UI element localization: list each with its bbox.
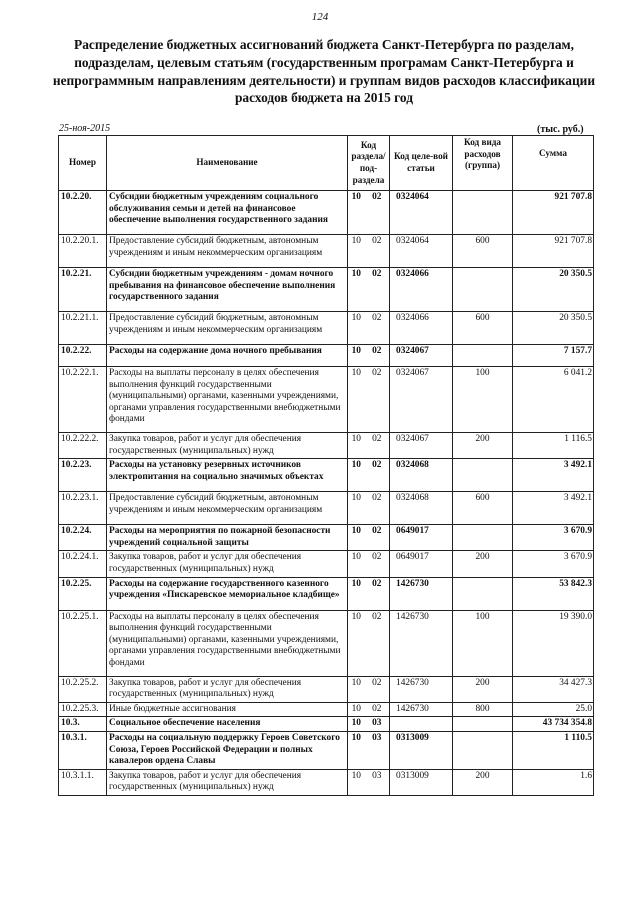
col-header-section: Код раздела/ под-раздела	[348, 136, 390, 191]
row-name: Расходы на выплаты персоналу в целях обеспечения выполнения функций государственными (муниципальными) органами, казенными учреждениями, органами управления государственными внебюджетными фондами	[107, 367, 348, 433]
row-sum: 6 041.2	[513, 367, 594, 433]
row-subsection-code: 02	[365, 312, 390, 345]
row-sum: 1 116.5	[513, 433, 594, 459]
row-name: Расходы на выплаты персоналу в целях обеспечения выполнения функций государственными (муниципальными) органами, казенными учреждениями, органами управления государственными внебюджетными фондами	[107, 610, 348, 676]
row-section-code: 10	[348, 191, 365, 235]
row-sum: 921 707.8	[513, 191, 594, 235]
row-number: 10.2.22.1.	[59, 367, 107, 433]
table-row	[59, 577, 594, 610]
row-sum: 20 350.5	[513, 312, 594, 345]
row-subsection-code: 02	[365, 235, 390, 268]
table-row	[59, 731, 594, 769]
row-subsection-code: 02	[365, 610, 390, 676]
row-article-code: 1426730	[390, 577, 453, 610]
row-article-code: 0324066	[390, 268, 453, 312]
row-subsection-code: 02	[365, 433, 390, 459]
row-sum: 43 734 354.8	[513, 717, 594, 732]
row-number: 10.2.23.1.	[59, 492, 107, 525]
row-sum: 34 427.3	[513, 676, 594, 702]
row-name: Предоставление субсидий бюджетным, автономным учреждениям и иным некоммерческим организациям	[107, 492, 348, 525]
row-article-code: 1426730	[390, 676, 453, 702]
row-group-code: 600	[453, 492, 513, 525]
row-section-code: 10	[348, 235, 365, 268]
row-section-code: 10	[348, 268, 365, 312]
col-header-sum: Сумма	[513, 136, 594, 191]
col-header-article: Код целе-вой статьи	[390, 136, 453, 191]
row-sum: 7 157.7	[513, 345, 594, 367]
col-header-name: Наименование	[107, 136, 348, 191]
row-group-code: 600	[453, 312, 513, 345]
row-article-code: 0313009	[390, 731, 453, 769]
row-name: Иные бюджетные ассигнования	[107, 702, 348, 717]
row-number: 10.2.22.	[59, 345, 107, 367]
row-group-code	[453, 191, 513, 235]
document-title: Распределение бюджетных ассигнований бюджета Санкт-Петербурга по разделам, подразделам, целевым статьям (государственным програмам Санкт-Петербурга и непрограммным направлениям деятельности) и группам видов расходов классификации расходов бюджета на 2015 год	[52, 37, 596, 106]
row-group-code	[453, 345, 513, 367]
row-section-code: 10	[348, 367, 365, 433]
table-header-row	[59, 136, 594, 191]
table-row	[59, 268, 594, 312]
row-subsection-code: 03	[365, 717, 390, 732]
row-group-code: 200	[453, 769, 513, 795]
row-subsection-code: 02	[365, 551, 390, 577]
row-section-code: 10	[348, 769, 365, 795]
row-sum: 921 707.8	[513, 235, 594, 268]
row-group-code: 200	[453, 433, 513, 459]
table-row	[59, 610, 594, 676]
row-number: 10.2.20.	[59, 191, 107, 235]
row-subsection-code: 02	[365, 492, 390, 525]
row-number: 10.2.20.1.	[59, 235, 107, 268]
row-sum: 25.0	[513, 702, 594, 717]
row-number: 10.2.23.	[59, 459, 107, 492]
row-section-code: 10	[348, 717, 365, 732]
row-sum: 3 670.9	[513, 551, 594, 577]
row-subsection-code: 02	[365, 191, 390, 235]
row-group-code: 100	[453, 367, 513, 433]
row-subsection-code: 02	[365, 459, 390, 492]
row-name: Расходы на социальную поддержку Героев Советского Союза, Героев Российской Федерации и полных кавалеров ордена Славы	[107, 731, 348, 769]
units-label: (тыс. руб.)	[537, 124, 584, 135]
row-section-code: 10	[348, 525, 365, 551]
row-article-code: 0324066	[390, 312, 453, 345]
row-group-code: 600	[453, 235, 513, 268]
row-subsection-code: 02	[365, 367, 390, 433]
table-row	[59, 769, 594, 795]
table-row	[59, 492, 594, 525]
row-name: Социальное обеспечение населения	[107, 717, 348, 732]
row-section-code: 10	[348, 551, 365, 577]
row-number: 10.2.22.2.	[59, 433, 107, 459]
row-sum: 1 110.5	[513, 731, 594, 769]
row-number: 10.2.25.	[59, 577, 107, 610]
row-article-code: 0324068	[390, 492, 453, 525]
row-article-code: 0324067	[390, 367, 453, 433]
row-number: 10.2.25.3.	[59, 702, 107, 717]
row-article-code: 0649017	[390, 551, 453, 577]
row-number: 10.2.21.	[59, 268, 107, 312]
row-group-code	[453, 525, 513, 551]
row-number: 10.3.1.	[59, 731, 107, 769]
row-article-code	[390, 717, 453, 732]
row-name: Закупка товаров, работ и услуг для обеспечения государственных (муниципальных) нужд	[107, 433, 348, 459]
row-sum: 3 670.9	[513, 525, 594, 551]
row-article-code: 0313009	[390, 769, 453, 795]
row-name: Закупка товаров, работ и услуг для обеспечения государственных (муниципальных) нужд	[107, 769, 348, 795]
row-section-code: 10	[348, 610, 365, 676]
row-name: Предоставление субсидий бюджетным, автономным учреждениям и иным некоммерческим организациям	[107, 312, 348, 345]
col-header-group: Код вида расходов (группа)	[453, 136, 513, 191]
row-sum: 3 492.1	[513, 492, 594, 525]
row-subsection-code: 02	[365, 676, 390, 702]
table-row	[59, 433, 594, 459]
row-article-code: 0649017	[390, 525, 453, 551]
table-row	[59, 345, 594, 367]
row-section-code: 10	[348, 577, 365, 610]
row-number: 10.2.25.1.	[59, 610, 107, 676]
row-name: Расходы на установку резервных источников электропитания на социально значимых объектах	[107, 459, 348, 492]
row-article-code: 0324067	[390, 433, 453, 459]
row-number: 10.3.	[59, 717, 107, 732]
row-group-code: 800	[453, 702, 513, 717]
table-row	[59, 702, 594, 717]
row-section-code: 10	[348, 345, 365, 367]
row-name: Расходы на мероприятия по пожарной безопасности учреждений социальной защиты	[107, 525, 348, 551]
row-sum: 1.6	[513, 769, 594, 795]
row-article-code: 1426730	[390, 610, 453, 676]
row-group-code	[453, 268, 513, 312]
row-section-code: 10	[348, 492, 365, 525]
row-number: 10.2.21.1.	[59, 312, 107, 345]
row-group-code	[453, 717, 513, 732]
budget-table	[58, 135, 594, 796]
row-article-code: 1426730	[390, 702, 453, 717]
row-number: 10.2.24.1.	[59, 551, 107, 577]
row-section-code: 10	[348, 676, 365, 702]
row-group-code: 200	[453, 676, 513, 702]
row-subsection-code: 02	[365, 268, 390, 312]
row-sum: 19 390.0	[513, 610, 594, 676]
row-sum: 53 842.3	[513, 577, 594, 610]
row-subsection-code: 02	[365, 525, 390, 551]
row-number: 10.3.1.1.	[59, 769, 107, 795]
row-group-code	[453, 577, 513, 610]
row-group-code: 100	[453, 610, 513, 676]
col-header-num: Номер	[59, 136, 107, 191]
row-name: Расходы на содержание дома ночного пребывания	[107, 345, 348, 367]
row-subsection-code: 02	[365, 702, 390, 717]
row-number: 10.2.25.2.	[59, 676, 107, 702]
row-name: Расходы на содержание государственного казенного учреждения «Пискаревское мемориальное кладбище»	[107, 577, 348, 610]
table-row	[59, 235, 594, 268]
row-article-code: 0324064	[390, 235, 453, 268]
row-sum: 3 492.1	[513, 459, 594, 492]
table-row	[59, 312, 594, 345]
row-section-code: 10	[348, 312, 365, 345]
row-group-code: 200	[453, 551, 513, 577]
row-subsection-code: 03	[365, 769, 390, 795]
table-row	[59, 525, 594, 551]
table-row	[59, 551, 594, 577]
row-group-code	[453, 459, 513, 492]
row-name: Предоставление субсидий бюджетным, автономным учреждениям и иным некоммерческим организациям	[107, 235, 348, 268]
table-row	[59, 367, 594, 433]
row-number: 10.2.24.	[59, 525, 107, 551]
row-subsection-code: 02	[365, 577, 390, 610]
row-name: Закупка товаров, работ и услуг для обеспечения государственных (муниципальных) нужд	[107, 676, 348, 702]
table-row	[59, 459, 594, 492]
page-number: 124	[311, 11, 329, 23]
row-article-code: 0324064	[390, 191, 453, 235]
row-group-code	[453, 731, 513, 769]
document-date: 25-ноя-2015	[59, 123, 111, 134]
table-row	[59, 676, 594, 702]
table-row	[59, 717, 594, 732]
row-name: Субсидии бюджетным учреждениям - домам ночного пребывания на финансовое обеспечение выполнения государственного задания	[107, 268, 348, 312]
row-section-code: 10	[348, 731, 365, 769]
row-name: Закупка товаров, работ и услуг для обеспечения государственных (муниципальных) нужд	[107, 551, 348, 577]
row-section-code: 10	[348, 433, 365, 459]
row-section-code: 10	[348, 702, 365, 717]
table-row	[59, 191, 594, 235]
row-article-code: 0324068	[390, 459, 453, 492]
row-section-code: 10	[348, 459, 365, 492]
row-name: Субсидии бюджетным учреждениям социального обслуживания семьи и детей на финансовое обеспечение выполнения государственного задания	[107, 191, 348, 235]
row-subsection-code: 02	[365, 345, 390, 367]
row-article-code: 0324067	[390, 345, 453, 367]
row-sum: 20 350.5	[513, 268, 594, 312]
row-subsection-code: 03	[365, 731, 390, 769]
